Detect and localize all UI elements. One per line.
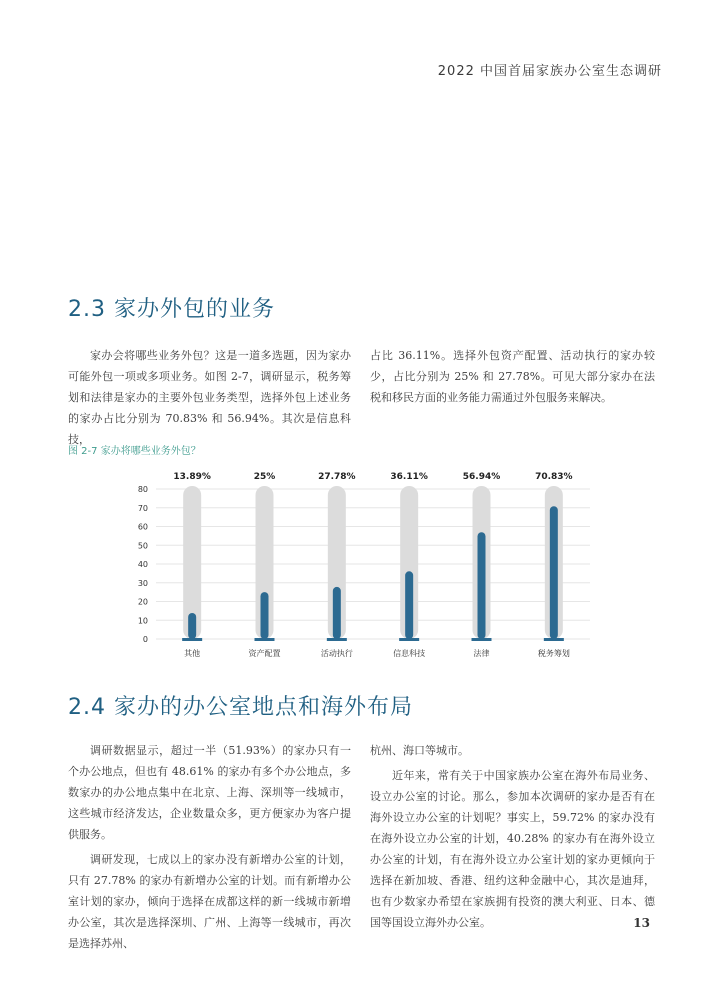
section-2-3-left-column [68,345,351,450]
bar [550,506,558,639]
outsourcing-bar-chart [120,462,600,662]
bar-base [327,638,347,641]
value-labels [173,472,572,482]
category-label: 税务筹划 [537,649,570,658]
value-label: 27.78% [318,472,356,482]
category-label: 法律 [473,649,490,658]
paragraph: 近年来，常有关于中国家族办公室在海外布局业务、设立办公室的讨论。那么，参加本次调研的家办是否有在海外设立办公室的计划呢？事实上，59.72% 的家办没有在海外设立办公室的计划，40.28% 的家办有在海外设立办公室的计划，有在海外设立办公室计划的家办更倾向于选择在新加坡、香港、纽约这种金融中心，其次是迪拜，也有少数家办希望在家族拥有投资的澳大利亚、日本、德国等国设立海外办公室。 [370,769,655,929]
category-label: 资产配置 [248,649,281,658]
bar [261,592,269,639]
section-2-3-right-column [370,345,655,408]
section-title-2-3: 2.3 家办外包的业务 [68,297,275,322]
bar-base [182,638,202,641]
value-label: 56.94% [462,472,501,482]
value-label: 36.11% [390,472,428,482]
bar-base [544,638,564,641]
bar-base [399,638,419,641]
paragraph: 占比 36.11%。选择外包资产配置、活动执行的家办较少，占比分别为 25% 和 27.78%。可见大部分家办在法税和移民方面的业务能力需通过外包服务来解决。 [370,349,655,404]
y-axis-ticks [138,485,148,644]
bar [478,532,486,639]
y-tick-label: 50 [137,541,148,551]
y-tick-label: 0 [142,635,148,644]
section-title-2-4: 2.4 家办的办公室地点和海外布局 [68,695,413,720]
y-tick-label: 30 [137,578,148,588]
page-number: 13 [633,916,650,930]
value-label: 70.83% [535,472,573,482]
y-tick-label: 40 [137,560,148,569]
bar-base [255,638,275,641]
paragraph: 调研数据显示，超过一半（51.93%）的家办只有一个办公地点，但也有 48.61% 的家办有多个办公地点，多数家办的办公地点集中在北京、上海、深圳等一线城市，这些城市经济发达，企业数量众多，更方便家办为客户提供服务。 [68,744,351,841]
category-label: 其他 [184,649,201,658]
grid-lines [156,489,590,639]
y-tick-label: 70 [137,503,148,513]
category-label: 信息科技 [393,649,426,658]
category-label: 活动执行 [320,649,353,658]
paragraph: 调研发现，七成以上的家办没有新增办公室的计划，只有 27.78% 的家办有新增办公室的计划。而有新增办公室计划的家办，倾向于选择在成都这样的新一线城市新增办公室，其次是选择深圳、广州、上海等一线城市，再次是选择苏州、 [68,853,351,950]
y-tick-label: 10 [137,616,148,626]
value-label: 13.89% [173,472,211,482]
y-tick-label: 20 [137,597,148,607]
category-labels [184,648,570,658]
section-2-4-left-column [68,740,351,954]
bar [405,571,413,639]
paragraph-continuation: 杭州、海口等城市。 [370,744,469,757]
running-header: 2022 中国首届家族办公室生态调研 [437,64,662,79]
figure-caption: 图 2-7 家办将哪些业务外包？ [68,446,201,457]
section-2-4-right-column [370,740,655,933]
value-label: 25% [253,472,276,482]
y-tick-label: 60 [137,522,148,532]
bar [333,587,341,639]
bar [188,613,196,639]
y-tick-label: 80 [137,485,148,494]
paragraph: 家办会将哪些业务外包？这是一道多选题，因为家办可能外包一项或多项业务。如图 2-7，调研显示，税务筹划和法律是家办的主要外包业务类型，选择外包上述业务的家办占比分别为 70.83% 和 56.94%。其次是信息科技， [68,349,351,446]
bar-base [472,638,492,641]
